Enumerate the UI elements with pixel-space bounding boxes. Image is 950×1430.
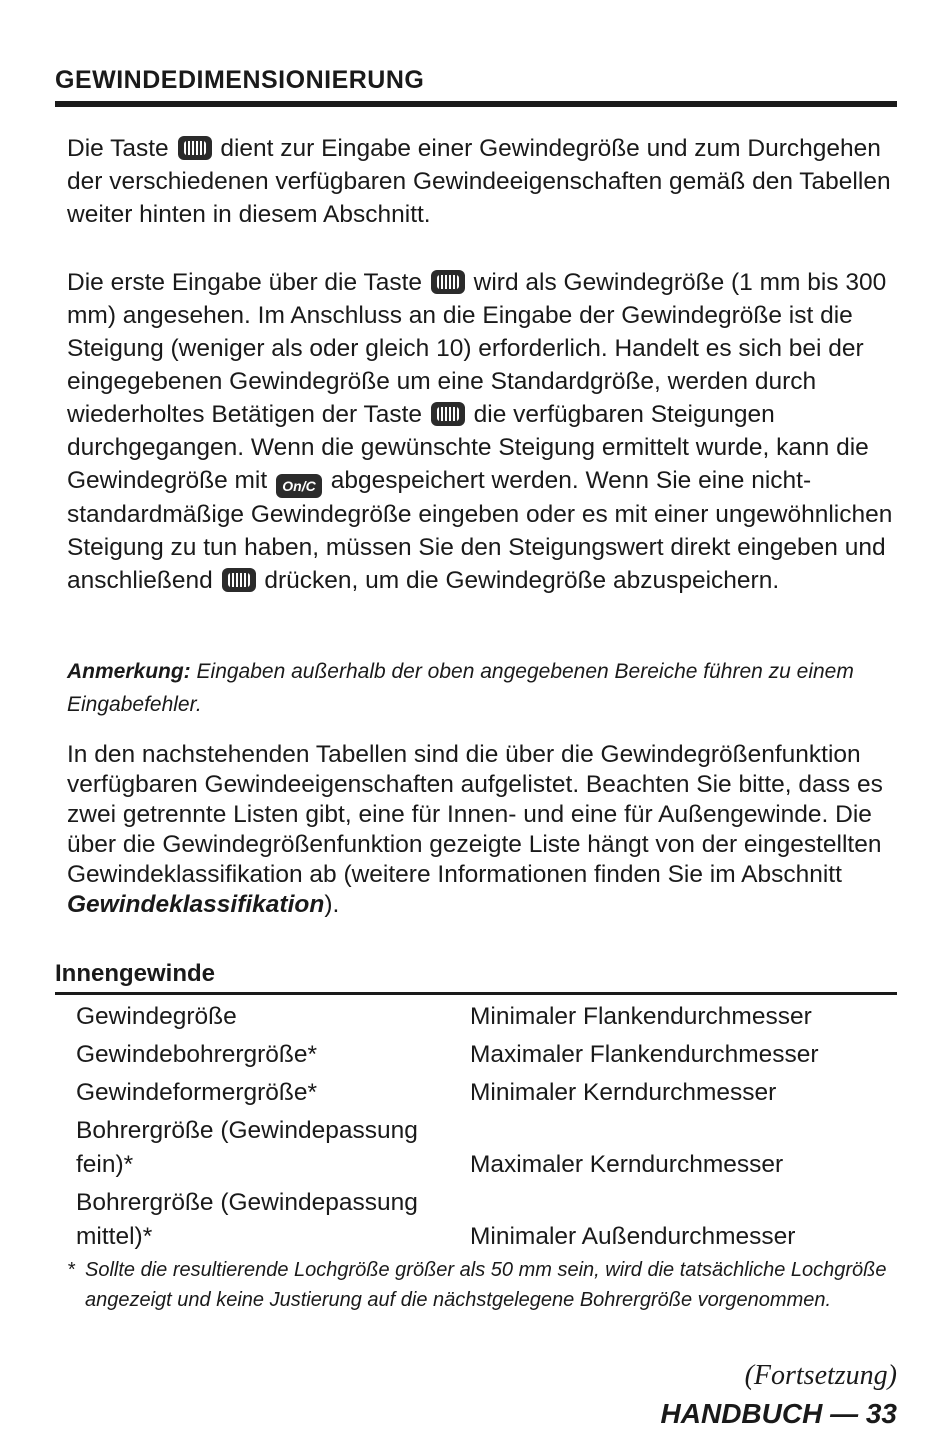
note-text: Eingaben außerhalb der oben angegebenen Bereiche führen zu einem Eingabefehler. — [67, 660, 854, 716]
tables-paragraph — [67, 740, 897, 920]
usage-text-c: die verfügbaren Steigungen durchgegangen. Wenn die gewünschte Steigung ermittelt wurde, kann die Gewindegröße mit — [67, 401, 869, 494]
note-label: Anmerkung: — [67, 660, 191, 683]
footnote — [67, 1255, 887, 1315]
table-row — [76, 1038, 876, 1072]
tables-text: In den nachstehenden Tabellen sind die über die Gewindegrößenfunktion verfügbaren Gewindeeigenschaften aufgelistet. Beachten Sie bitte, dass es zwei getrennte Listen gibt, eine für Innen- und eine für Außengewinde. Die über die Gewindegrößenfunktion gezeigte Liste hängt von der eingestellten Gewindeklassifikation ab (weitere Informationen finden Sie im Abschnitt — [67, 741, 883, 888]
table-heading: Innengewinde — [55, 960, 897, 995]
intro-text-start: Die Taste — [67, 135, 169, 162]
usage-text-b: wird als Gewindegröße (1 mm bis 300 mm) angesehen. Im Anschluss an die Eingabe der Gewindegröße ist die Steigung (weniger als oder gleich 10) erforderlich. Handelt es sich bei der eingegebenen Gewindegröße um eine Standardgröße, werden durch wiederholtes Betätigen der Taste — [67, 269, 887, 428]
tables-text-end: ). — [324, 891, 340, 918]
table-cell: Bohrergröße (Gewindepassung mittel)* — [76, 1189, 418, 1250]
footnote-marker: * — [67, 1259, 75, 1281]
classification-reference: Gewindeklassifikation — [67, 891, 325, 918]
table-cell: Minimaler Außendurchmesser — [470, 1223, 796, 1250]
internal-thread-table — [76, 1000, 876, 1258]
intro-text-end: dient zur Eingabe einer Gewindegröße und zum Durchgehen der verschiedenen verfügbaren Gewindeeigenschaften gemäß den Tabellen weiter hinten in diesem Abschnitt. — [67, 135, 891, 228]
continuation-label: (Fortsetzung) — [744, 1360, 897, 1391]
thread-key-icon — [431, 270, 465, 294]
table-cell: Gewindegröße — [76, 1003, 237, 1030]
thread-key-icon — [222, 568, 256, 592]
note — [67, 655, 887, 721]
thread-key-icon — [431, 402, 465, 426]
onc-key-icon: On/C — [276, 474, 322, 498]
usage-text-d: abgespeichert werden. Wenn Sie eine nicht-standardmäßige Gewindegröße eingeben oder es mit einer ungewöhnlichen Steigung zu tun haben, müssen Sie den Steigungswert direkt eingeben und anschließend — [67, 467, 893, 594]
table-row — [76, 1114, 876, 1182]
thread-key-icon — [178, 136, 212, 160]
table-cell: Gewindeformergröße* — [76, 1079, 318, 1106]
table-cell: Minimaler Kerndurchmesser — [470, 1079, 777, 1106]
usage-text-a: Die erste Eingabe über die Taste — [67, 269, 423, 296]
usage-paragraph — [67, 266, 897, 597]
table-cell: Maximaler Kerndurchmesser — [470, 1151, 784, 1178]
table-cell: Maximaler Flankendurchmesser — [470, 1041, 819, 1068]
table-cell: Gewindebohrergröße* — [76, 1041, 318, 1068]
page-footer: HANDBUCH — 33 — [660, 1398, 897, 1429]
table-row — [76, 1000, 876, 1034]
intro-paragraph — [67, 132, 897, 231]
usage-text-e: drücken, um die Gewindegröße abzuspeichern. — [264, 567, 780, 594]
table-row — [76, 1186, 876, 1254]
table-cell: Bohrergröße (Gewindepassung fein)* — [76, 1117, 418, 1178]
table-row — [76, 1076, 876, 1110]
table-cell: Minimaler Flankendurchmesser — [470, 1003, 812, 1030]
section-heading: GEWINDEDIMENSIONIERUNG — [55, 66, 897, 107]
footnote-text: Sollte die resultierende Lochgröße größer als 50 mm sein, wird die tatsächliche Lochgröße angezeigt und keine Justierung auf die nächstgelegene Bohrergröße vorgenommen. — [85, 1259, 887, 1311]
